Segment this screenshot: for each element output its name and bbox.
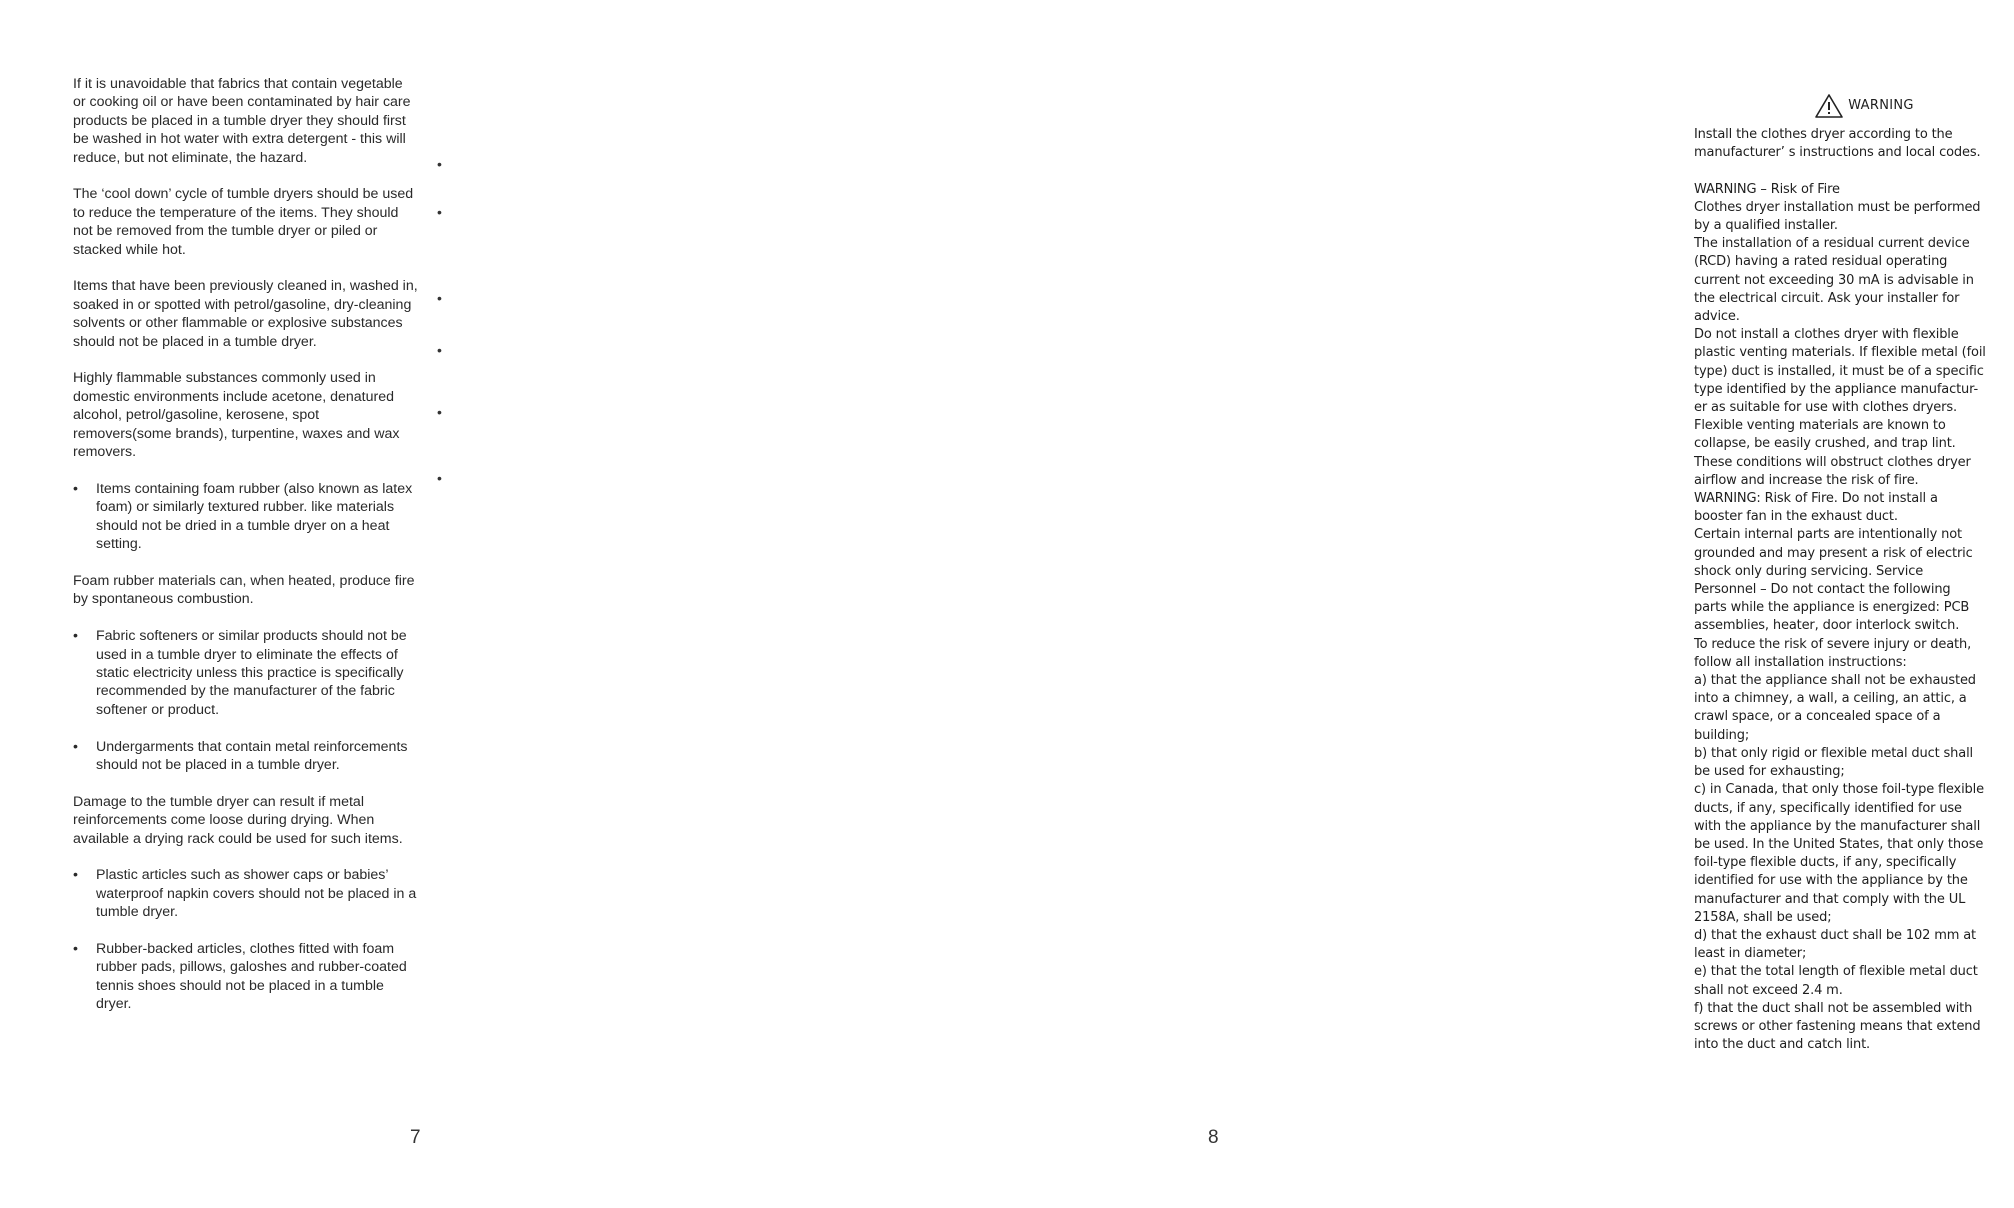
warning-section bbox=[1694, 92, 2014, 1054]
paragraph-foam-combustion: Foam rubber materials can, when heated, produce fire by spontaneous combustion. bbox=[73, 572, 415, 608]
warning-body-line: Clothes dryer installation must be performed bbox=[1694, 199, 1981, 215]
warning-body-line: into a chimney, a wall, a ceiling, an attic, a bbox=[1694, 691, 1967, 707]
warning-body-line: er as suitable for use with clothes dryers. bbox=[1694, 400, 1957, 416]
warning-body-line: airflow and increase the risk of fire. bbox=[1694, 472, 1919, 488]
warning-body-line: type) duct is installed, it must be of a specific bbox=[1694, 363, 1984, 379]
bullet-dot: • bbox=[73, 940, 78, 957]
bullet-text: Fabric softeners or similar products should not be used in a tumble dryer to eliminate the effects of static electricity unless this practice is specifically recommended by the manufacturer of the fabric softener or product. bbox=[96, 628, 407, 718]
warning-body-line: be used. In the United States, that only those bbox=[1694, 836, 1984, 852]
warning-body-line: current not exceeding 30 mA is advisable in bbox=[1694, 272, 1974, 288]
bullet-text: Undergarments that contain metal reinforcements should not be placed in a tumble dryer. bbox=[96, 738, 408, 773]
bullet-dot: • bbox=[73, 738, 78, 755]
warning-body-line: d) that the exhaust duct shall be 102 mm at bbox=[1694, 927, 1976, 943]
warning-body-line: type identified by the appliance manufactur- bbox=[1694, 381, 1979, 397]
warning-body-line: the electrical circuit. Ask your installer for bbox=[1694, 290, 1960, 306]
bullet-dot: • bbox=[73, 480, 78, 497]
right-page bbox=[811, 0, 1986, 1208]
bullet-text: Rubber-backed articles, clothes fitted with foam rubber pads, pillows, galoshes and rubber-coated tennis shoes should not be placed in a tumble dryer. bbox=[96, 940, 407, 1013]
warning-body-line: e) that the total length of flexible metal duct bbox=[1694, 964, 1978, 980]
warning-body-line: To reduce the risk of severe injury or death, bbox=[1694, 636, 1972, 652]
margin-bullet-dot: • bbox=[437, 342, 442, 358]
page-number: 7 bbox=[410, 1127, 421, 1148]
warning-body-line: plastic venting materials. If flexible metal (foil bbox=[1694, 345, 1986, 361]
bullet-text: Items containing foam rubber (also known as latex foam) or similarly textured rubber. like materials should not be dried in a tumble dryer on a heat setting. bbox=[96, 480, 413, 553]
warning-body-line: c) in Canada, that only those foil-type flexible bbox=[1694, 782, 1984, 798]
warning-body-line: shall not exceed 2.4 m. bbox=[1694, 982, 1843, 998]
bullet-rubber-backed bbox=[73, 940, 418, 1014]
warning-body-line: These conditions will obstruct clothes dryer bbox=[1694, 454, 1971, 470]
warning-body-line: ducts, if any, specifically identified for use bbox=[1694, 800, 1962, 816]
margin-bullet-dot: • bbox=[437, 404, 442, 420]
warning-body-line: WARNING – Risk of Fire bbox=[1694, 181, 1840, 197]
paragraph-oil-fabrics: If it is unavoidable that fabrics that contain vegetable or cooking oil or have been contaminated by hair care products be placed in a tumble dryer they should first be washed in hot water with extra detergent - this will reduce, but not eliminate, the hazard. bbox=[73, 76, 411, 166]
warning-label: WARNING bbox=[1848, 97, 1914, 113]
paragraph-metal-damage: Damage to the tumble dryer can result if metal reinforcements come loose during drying. When available a drying rack could be used for such items. bbox=[73, 793, 403, 847]
warning-body-line: a) that the appliance shall not be exhausted bbox=[1694, 673, 1976, 689]
paragraph-cool-down: The ‘cool down’ cycle of tumble dryers should be used to reduce the temperature of the items. They should not be removed from the tumble dryer or piled or stacked while hot. bbox=[73, 186, 414, 258]
warning-body-line: Personnel – Do not contact the following bbox=[1694, 582, 1951, 598]
paragraph-solvent-items: Items that have been previously cleaned in, washed in, soaked in or spotted with petrol/gasoline, dry-cleaning solvents or other flammable or explosive substances should not be placed in a tumble dryer. bbox=[73, 278, 418, 350]
margin-bullet-dot: • bbox=[437, 156, 442, 172]
bullet-fabric-softeners bbox=[73, 627, 418, 719]
paragraph-flammable-substances: Highly flammable substances commonly used in domestic environments include acetone, denatured alcohol, petrol/gasoline, kerosene, spot removers(some brands), turpentine, waxes and wax removers. bbox=[73, 370, 400, 461]
warning-body-line: Flexible venting materials are known to bbox=[1694, 418, 1946, 434]
warning-body-line: booster fan in the exhaust duct. bbox=[1694, 509, 1898, 525]
warning-body-line: (RCD) having a rated residual operating bbox=[1694, 254, 1948, 270]
margin-bullet-dot: • bbox=[437, 290, 442, 306]
warning-body-line: b) that only rigid or flexible metal duct shall bbox=[1694, 745, 1974, 761]
warning-body bbox=[1694, 181, 2014, 1055]
bullet-dot: • bbox=[73, 628, 78, 645]
warning-body-line: Certain internal parts are intentionally not bbox=[1694, 527, 1962, 543]
warning-body-line: f) that the duct shall not be assembled with bbox=[1694, 1000, 1973, 1016]
warning-body-line: follow all installation instructions: bbox=[1694, 654, 1907, 670]
left-page bbox=[0, 0, 811, 1208]
bullet-undergarments bbox=[73, 738, 418, 775]
warning-body-line: with the appliance by the manufacturer shall bbox=[1694, 818, 1981, 834]
warning-body-line: manufacturer and that comply with the UL bbox=[1694, 891, 1966, 907]
warning-body-line: The installation of a residual current device bbox=[1694, 236, 1970, 252]
warning-body-line: advice. bbox=[1694, 309, 1740, 325]
warning-body-line: by a qualified installer. bbox=[1694, 218, 1838, 233]
margin-bullet-dot: • bbox=[437, 470, 442, 486]
warning-body-line: Do not install a clothes dryer with flexible bbox=[1694, 327, 1959, 343]
warning-body-line: parts while the appliance is energized: PCB bbox=[1694, 600, 1970, 616]
warning-body-line: 2158A, shall be used; bbox=[1694, 909, 1832, 925]
install-intro: Install the clothes dryer according to the manufacturer’ s instructions and local codes. bbox=[1694, 127, 1981, 161]
warning-body-line: assemblies, heater, door interlock switch. bbox=[1694, 618, 1960, 634]
warning-body-line: shock only during servicing. Service bbox=[1694, 563, 1924, 579]
warning-body-line: identified for use with the appliance by the bbox=[1694, 873, 1968, 889]
warning-body-line: into the duct and catch lint. bbox=[1694, 1037, 1871, 1053]
bullet-dot: • bbox=[73, 867, 78, 884]
bullet-plastic-articles bbox=[73, 866, 418, 921]
bullet-text: Plastic articles such as shower caps or babies’ waterproof napkin covers should not be placed in a tumble dryer. bbox=[96, 867, 417, 921]
bullet-foam-rubber bbox=[73, 480, 418, 554]
warning-body-line: collapse, be easily crushed, and trap lint. bbox=[1694, 436, 1956, 452]
warning-body-line: screws or other fastening means that extend bbox=[1694, 1018, 1981, 1034]
warning-body-line: grounded and may present a risk of electric bbox=[1694, 545, 1973, 561]
warning-body-line: be used for exhausting; bbox=[1694, 764, 1845, 780]
warning-body-line: foil-type flexible ducts, if any, specifically bbox=[1694, 855, 1957, 871]
warning-body-line: building; bbox=[1694, 727, 1750, 743]
warning-body-line: least in diameter; bbox=[1694, 946, 1807, 962]
page-number: 8 bbox=[1208, 1127, 1219, 1148]
margin-bullet-dot: • bbox=[437, 204, 442, 220]
warning-triangle-icon bbox=[1814, 93, 1844, 119]
warning-body-line: crawl space, or a concealed space of a bbox=[1694, 709, 1941, 725]
warning-body-line: WARNING: Risk of Fire. Do not install a bbox=[1694, 491, 1938, 507]
left-page-text bbox=[73, 75, 418, 1032]
warning-heading bbox=[1694, 92, 2014, 120]
